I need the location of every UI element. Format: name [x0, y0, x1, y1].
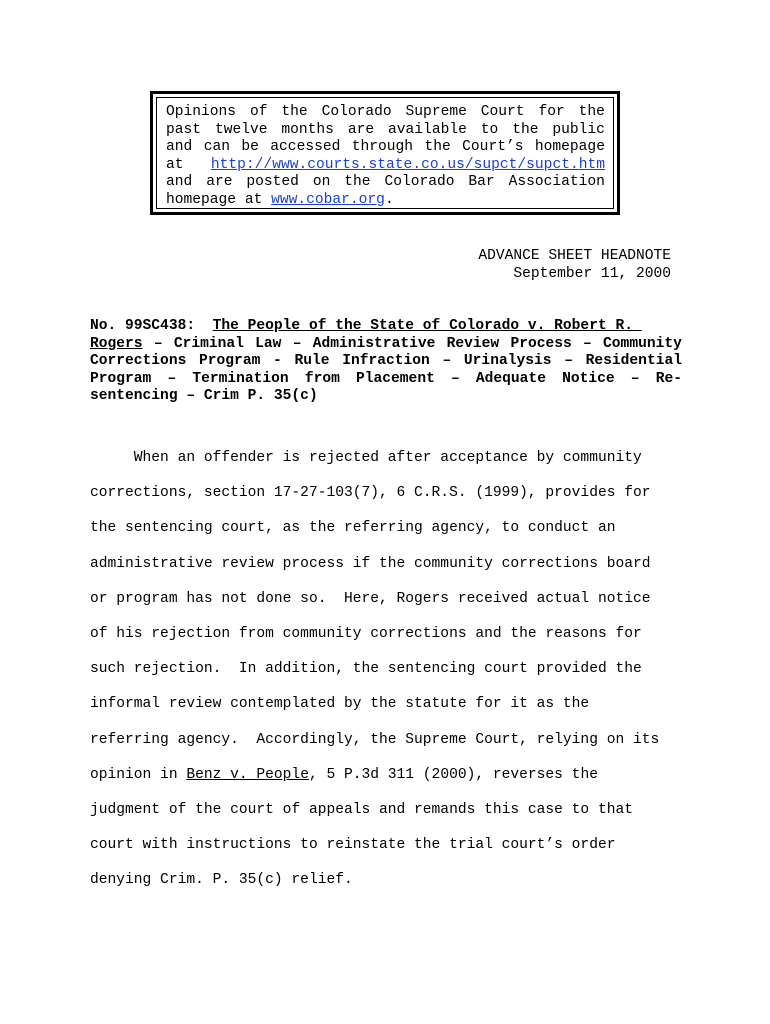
notice-word: can [203, 139, 230, 155]
notice-line [166, 139, 605, 157]
notice-word: of [249, 104, 268, 120]
body-line: corrections, section 17-27-103(7), 6 C.R.S. (1999), provides for [90, 485, 651, 502]
notice-line [166, 157, 605, 175]
headnote-title: ADVANCE SHEET HEADNOTE [478, 248, 671, 264]
case-caption: The People of the State of Colorado v. Robert R. [212, 318, 633, 334]
body-line: or program has not done so. Here, Rogers received actual notice [90, 590, 651, 607]
case-keyword: – [564, 353, 573, 369]
notice-box [150, 91, 620, 215]
case-keyword: – [153, 335, 163, 352]
case-keyword: – [442, 353, 452, 369]
case-keyword: Criminal [173, 335, 244, 352]
notice-word: the [424, 139, 451, 155]
notice-line [166, 104, 605, 122]
body-line: such rejection. In addition, the sentencing court provided the [90, 661, 642, 678]
body-line: court with instructions to reinstate the trial court’s order [90, 837, 616, 854]
case-keyword: - [273, 353, 282, 369]
notice-word: are [206, 174, 233, 190]
notice-word: Colorado [321, 104, 392, 120]
case-heading-line [90, 336, 682, 354]
notice-line [166, 174, 605, 192]
notice-line [166, 192, 605, 210]
headnote-body [90, 441, 690, 898]
notice-word: for [538, 104, 565, 120]
cited-case: Benz v. People [186, 766, 309, 783]
body-line: denying Crim. P. 35(c) relief. [90, 872, 353, 889]
case-keyword: Termination [192, 370, 289, 387]
headnote-date: September 11, 2000 [513, 266, 671, 282]
case-keyword: sentencing – Crim P. 35(c) [90, 388, 318, 404]
notice-word: through [351, 139, 414, 155]
notice-word: Supreme [405, 104, 467, 120]
case-caption-name: Rogers [90, 335, 143, 352]
body-line: informal review contemplated by the statute for it as the [90, 696, 590, 713]
case-keyword: – [583, 335, 592, 352]
notice-box-inner [156, 97, 614, 209]
notice-word: Colorado [384, 174, 455, 190]
notice-word: accessed [270, 139, 341, 155]
body-line: the sentencing court, as the referring agency, to conduct an [90, 520, 616, 537]
body-line: administrative review process if the community corrections board [90, 555, 651, 572]
notice-word: Association [508, 174, 605, 190]
body-text: opinion in [90, 766, 187, 783]
body-line: of his rejection from community corrections and the reasons for [90, 625, 642, 642]
case-keyword: Residential [585, 353, 682, 369]
case-keyword: Program [199, 353, 261, 369]
cobar-homepage-link[interactable]: www.cobar.org [271, 191, 385, 208]
notice-word: public [552, 121, 605, 138]
notice-word: on [312, 174, 331, 190]
case-keyword: Administrative [312, 335, 436, 352]
case-keyword: Adequate [475, 370, 546, 387]
notice-word: and [166, 174, 193, 190]
case-keyword: from [304, 370, 340, 387]
notice-word: homepage [534, 139, 605, 155]
case-heading-line [90, 318, 682, 336]
case-keyword: Notice [562, 370, 615, 387]
case-heading [90, 318, 682, 406]
case-keyword: Infraction [342, 353, 430, 369]
case-number: No. 99SC438: [90, 318, 196, 334]
case-keyword: Corrections [90, 353, 187, 369]
notice-word: at [166, 156, 184, 173]
notice-word: available [388, 121, 467, 138]
case-heading-line [90, 388, 682, 406]
body-line: referring agency. Accordingly, the Supreme Court, relying on its [90, 731, 660, 748]
case-heading-line [90, 371, 682, 389]
body-line: When an offender is rejected after acceptance by community [90, 450, 642, 466]
case-heading-line [90, 353, 682, 371]
case-keyword: Process [510, 335, 572, 352]
case-keyword: Rule [294, 353, 330, 369]
body-line: judgment of the court of appeals and remands this case to that [90, 801, 633, 818]
notice-word: to [480, 121, 499, 138]
notice-word: be [241, 139, 259, 155]
notice-text: . [384, 191, 394, 208]
notice-text: homepage at [166, 191, 272, 208]
case-keyword: – [292, 335, 302, 352]
body-line [90, 758, 690, 793]
notice-word: the [281, 104, 308, 120]
notice-word: and [166, 139, 193, 155]
notice-word: past [166, 121, 202, 138]
case-keyword: Program [90, 370, 152, 387]
case-keyword: Community [603, 335, 682, 352]
case-keyword: Re- [655, 370, 682, 387]
notice-word: posted [246, 174, 299, 190]
case-keyword: – [630, 370, 640, 387]
case-keyword: – [167, 370, 177, 387]
notice-line [166, 122, 605, 140]
supreme-court-homepage-link[interactable]: http://www.courts.state.co.us/supct/supct.htm [210, 156, 605, 173]
body-text: , 5 P.3d 311 (2000), reverses the [308, 766, 598, 783]
case-keyword: Urinalysis [463, 353, 552, 369]
notice-word: Bar [468, 174, 495, 190]
case-keyword: Placement [356, 370, 435, 387]
notice-word: Opinions [166, 104, 237, 120]
case-keyword: – [450, 370, 460, 387]
notice-word: twelve [214, 121, 268, 138]
case-keyword: Law [255, 335, 282, 352]
notice-word: the [344, 174, 371, 190]
notice-word: months [281, 121, 334, 138]
notice-word: Court [480, 104, 525, 120]
notice-word: are [347, 121, 375, 138]
headnote-block [478, 247, 671, 283]
notice-word: the [512, 121, 539, 138]
case-keyword: Review [446, 335, 500, 352]
notice-word: the [578, 104, 605, 120]
notice-word: Court’s [462, 139, 524, 155]
